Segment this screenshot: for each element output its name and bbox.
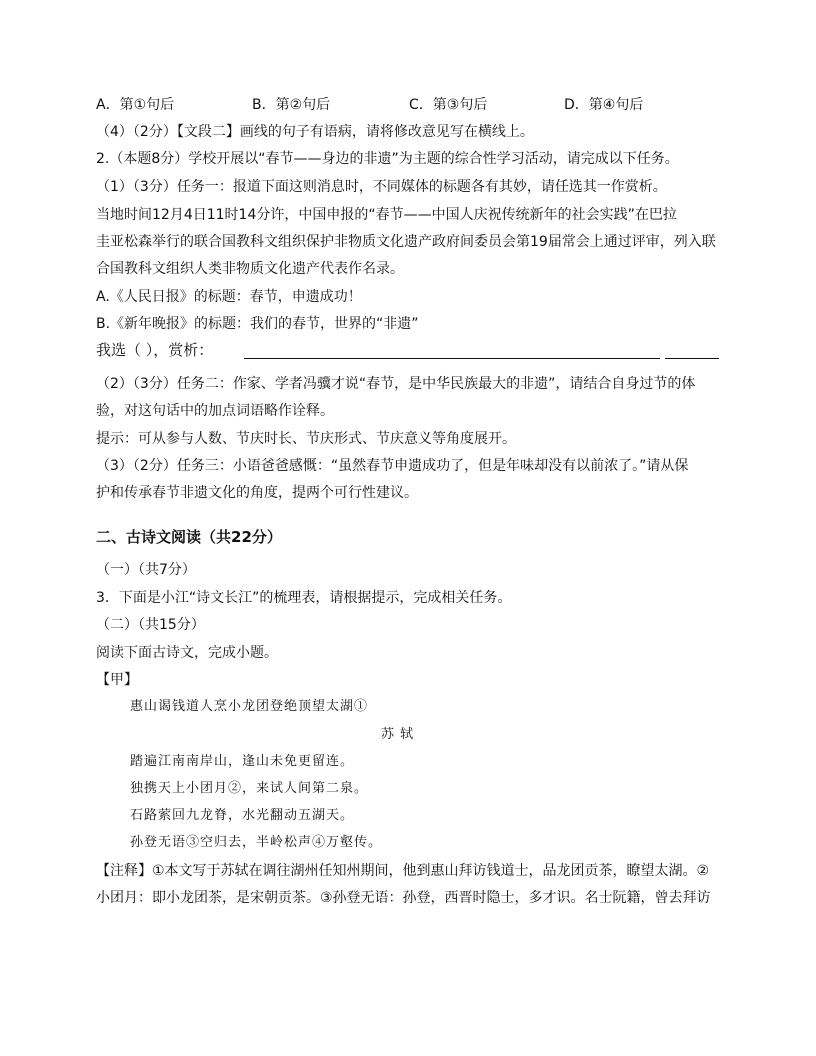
part-2-heading: （二）（共15分） [96,617,205,633]
answer-prompt: 我选（ ），赏析： [96,341,214,359]
task-2-line-1: （2）（3分）任务二：作家、学者冯骥才说“春节，是中华民族最大的非遗”，请结合自身过节的体 [96,376,696,392]
news-line-3: 合国教科文组织人类非物质文化遗产代表作名录。 [96,261,404,277]
task-3-line-2: 护和传承春节非遗文化的角度，提两个可行性建议。 [96,485,418,501]
option-a: A．第①句后 [96,97,175,113]
annotation-line-2: 小团月：即小龙团茶，是宋朝贡茶。③孙登无语：孙登，西晋时隐士，多才识。名士阮籍，曾去拜访 [96,890,711,906]
question-2-stem: 2.（本题8分）学校开展以“春节——身边的非遗”为主题的综合性学习活动，请完成以下任务。 [96,151,679,167]
option-c: C．第③句后 [409,97,488,113]
reading-instruction: 阅读下面古诗文，完成小题。 [96,645,278,661]
task-2-line-2: 验，对这句话中的加点词语略作诠释。 [96,403,334,419]
poem-line: 踏遍江南南岸山，逢山未免更留连。 [130,754,355,769]
task-3-line-1: （3）（2分）任务三：小语爸爸感慨：“虽然春节申遗成功了，但是年味却没有以前浓了。”请从保 [96,458,689,474]
text-label-jia: 【甲】 [96,672,138,688]
news-line-1: 当地时间12月4日11时14分许，中国申报的“春节——中国人庆祝传统新年的社会实践”在巴拉 [96,207,677,223]
answer-blank-line-extra[interactable] [665,358,719,359]
poem-line: 独携天上小团月②，来试人间第二泉。 [130,781,369,796]
poem-line: 孙登无语③空归去，半岭松声④万壑传。 [130,835,383,850]
headline-option-b: B.《新年晚报》的标题：我们的春节，世界的“非遗” [96,316,419,332]
question-1-4: （4）（2分）【文段二】画线的句子有语病，请将修改意见写在横线上。 [96,124,534,140]
section-2-title: 二、古诗文阅读（共22分） [96,528,282,546]
option-b: B．第②句后 [252,97,331,113]
annotation-line-1: 【注释】①本文写于苏轼在调往湖州任知州期间，他到惠山拜访钱道士，品龙团贡茶，瞭望太湖。② [96,863,710,879]
question-3: 3．下面是小江“诗文长江”的梳理表，请根据提示，完成相关任务。 [96,590,512,606]
part-1-heading: （一）（共7分） [96,562,196,578]
poem-title: 惠山谒钱道人烹小龙团登绝顶望太湖① [130,699,369,714]
option-d: D．第④句后 [564,97,644,113]
headline-option-a: A.《人民日报》的标题：春节，申遗成功！ [96,289,362,305]
answer-blank-line[interactable] [244,358,660,359]
poem-author: 苏 轼 [381,727,415,742]
news-line-2: 圭亚松森举行的联合国教科文组织保护非物质文化遗产政府间委员会第19届常会上通过评审，列入联 [96,234,716,250]
hint: 提示：可从参与人数、节庆时长、节庆形式、节庆意义等角度展开。 [96,431,516,447]
poem-line: 石路萦回九龙脊，水光翻动五湖天。 [130,808,355,823]
task-1: （1）（3分）任务一：报道下面这则消息时，不同媒体的标题各有其妙，请任选其一作赏析。 [96,179,667,195]
